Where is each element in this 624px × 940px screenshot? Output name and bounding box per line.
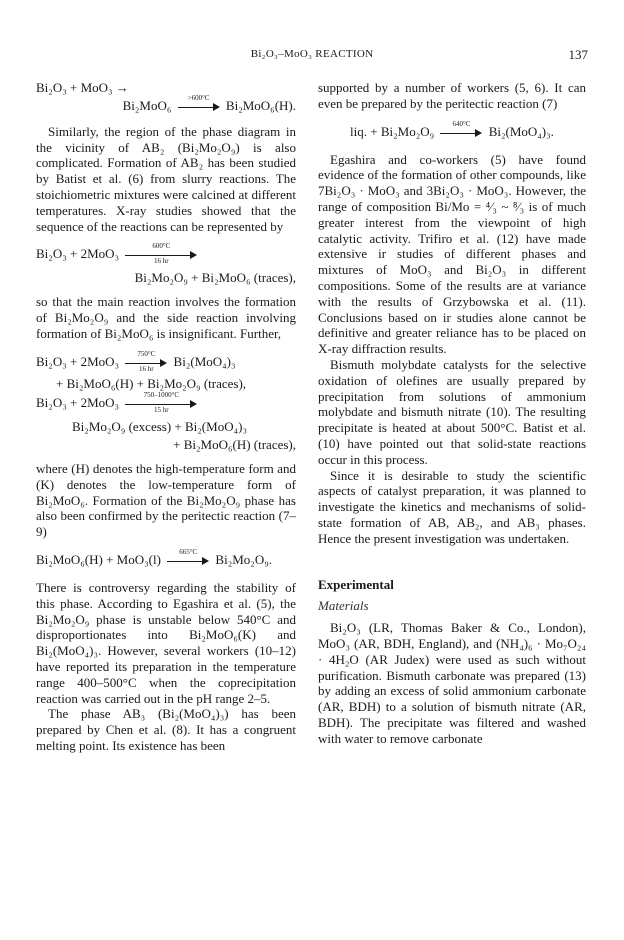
equation-5: [36, 547, 296, 572]
equation-6: [318, 119, 586, 144]
arrow-condition-temp: 640°C: [452, 119, 471, 128]
arrow-condition-temp: >600°C: [187, 93, 210, 102]
paragraph: Bi₂O₃ (LR, Thomas Baker & Co., London), MoO₃ (AR, BDH, England), and (NH₄)₆ · Mo₇O₂₄ · 4H₂O (AR Judex) were used as such without purification. Bismuth carbonate was prepared (13) by adding an excess of solid ammonium carbonate (AR, BDH) to a solution of bismuth nitrate (AR, BDH). The precipitate was filtered and washed with water to remove carbonate: [318, 620, 586, 746]
arrow-condition-temp: 665°C: [179, 547, 198, 556]
equation-6-product: Bi₂(MoO₄)₃.: [488, 123, 554, 139]
page-header: [36, 48, 588, 64]
section-heading: Experimental: [318, 576, 394, 592]
reaction-arrow: [178, 93, 220, 118]
paragraph: Bismuth molybdate catalysts for the selective oxidation of olefines are usually prepared by precipitation from solutions of ammonium molybdate and bismuth nitrate (10). The resulting precipitate is heated at about 500°C. Batist et al. (10) have pointed out that solid-state reactions occur in this process.: [318, 356, 586, 467]
equation-2-line-2: Bi₂Mo₂O₉ + Bi₂MoO₆ (traces),: [134, 270, 296, 286]
reaction-arrow: [440, 119, 482, 144]
equation-5-line: [36, 547, 296, 572]
left-column: [36, 80, 296, 754]
arrow-condition-temp: 600°C: [152, 242, 171, 251]
equation-6-reactants: liq. + Bi₂Mo₂O₉: [350, 123, 435, 139]
equation-3-line-2: + Bi₂MoO₆(H) + Bi₂Mo₂O₉ (traces),: [56, 375, 247, 391]
paragraph: The phase AB₃ (Bi₂(MoO₄)₃) has been prepared by Chen et al. (8). It has a congruent melting point. Its existence has been: [36, 706, 296, 753]
equation-1-line-1: Bi₂O₃ + MoO₃ →: [36, 80, 129, 95]
equation-2-reactants: Bi₂O₃ + 2MoO₃: [36, 246, 120, 262]
reaction-arrow: [125, 244, 197, 266]
equation-4-reactants: Bi₂O₃ + 2MoO₃: [36, 395, 120, 411]
paragraph: Similarly, the region of the phase diagram in the vicinity of AB₂ (Bi₂Mo₂O₉) is also complicated. Formation of AB₂ has been studied by Batist et al. (6) from slurry reactions. The stoichiometric mixtures were calcined at different temperatures. X-ray studies showed that the sequence of the reactions can be represented by: [36, 123, 296, 234]
paragraph: where (H) denotes the high-temperature form and (K) denotes the low-temperature form of Bi₂MoO₆. Formation of the Bi₂Mo₂O₉ phase has also been confirmed by the peritectic reaction (7–9): [36, 460, 296, 540]
equation-5-reactants: Bi₂MoO₆(H) + MoO₃(l): [36, 551, 161, 567]
page-number: 137: [568, 47, 588, 62]
arrow-condition-time: 16 hr: [139, 364, 154, 373]
equation-1: [36, 80, 296, 118]
equation-3: [36, 349, 296, 392]
reaction-arrow: [125, 349, 167, 374]
equation-1-product: Bi₂MoO₆(H).: [225, 97, 296, 113]
reaction-arrow: [167, 547, 209, 572]
subsection-heading: Materials: [318, 598, 369, 614]
paragraph: There is controversy regarding the stability of this phase. According to Egashira et al. (5), the Bi₂Mo₂O₉ phase is unstable below 540°C and disproportionates into Bi₂MoO₆(K) and Bi₂(MoO₄)₃. However, several workers (10–12) have reported its preparation in the temperature range 400–500°C when the coprecipitation reaction was carried out in the pH range 2–5.: [36, 579, 296, 706]
equation-4-line-2: Bi₂Mo₂O₉ (excess) + Bi₂(MoO₄)₃: [72, 419, 247, 435]
arrow-condition-time: 15 hr: [154, 406, 169, 415]
arrow-condition-time: 16 hr: [154, 257, 169, 266]
arrow-condition-temp: 750°C: [137, 349, 156, 358]
equation-4-line-3: + Bi₂MoO₆(H) (traces),: [173, 437, 296, 453]
paragraph: Since it is desirable to study the scientific aspects of catalyst preparation, it was planned to investigate the kinetics and mechanisms of solid-state formation of AB, AB₂, and AB₃ phases. Hence the present investigation was undertaken.: [318, 467, 586, 546]
equation-1-line-2: [36, 93, 296, 118]
running-title: Bi₂O₃–MoO₃ REACTION: [250, 48, 374, 60]
equation-4: [36, 393, 296, 453]
equation-6-line: [318, 119, 586, 144]
right-column: [318, 80, 586, 746]
equation-2: [36, 244, 296, 286]
equation-3-reactants: Bi₂O₃ + 2MoO₃: [36, 353, 120, 369]
equation-1-reactant: Bi₂MoO₆: [122, 97, 172, 113]
equation-3-line-1: [36, 349, 296, 374]
equation-5-product: Bi₂Mo₂O₉.: [215, 551, 272, 567]
paragraph: so that the main reaction involves the formation of Bi₂Mo₂O₉ and the side reaction involving formation of Bi₂MoO₆ is insignificant. Further,: [36, 294, 296, 341]
equation-2-line-1: [36, 244, 296, 266]
equation-3-product: Bi₂(MoO₄)₃: [173, 353, 236, 369]
reaction-arrow: [125, 393, 197, 415]
arrow-condition-temp: 750–1000°C: [143, 391, 180, 400]
equation-4-line-1: [36, 393, 296, 415]
paragraph: Egashira and co-workers (5) have found evidence of the formation of other compounds, like 7Bi₂O₃ · MoO₃ and 3Bi₂O₃ · MoO₃. However, the range of composition Bi/Mo = ⁴⁄₃ ~ ⁸⁄₃ is of much greater interest from the viewpoint of high catalytic activity. Trifiro et al. (12) have made extensive ir studies of different phases and mixtures of MoO₃ and Bi₂O₃ in different compositions. Some of the results are at variance with the results of Grzybowska et al. (11). Conclusions based on ir studies alone cannot be definitive and greater reliance has to be placed on X-ray diffraction results.: [318, 151, 586, 357]
paragraph: supported by a number of workers (5, 6). It can even be prepared by the peritectic reaction (7): [318, 80, 586, 111]
